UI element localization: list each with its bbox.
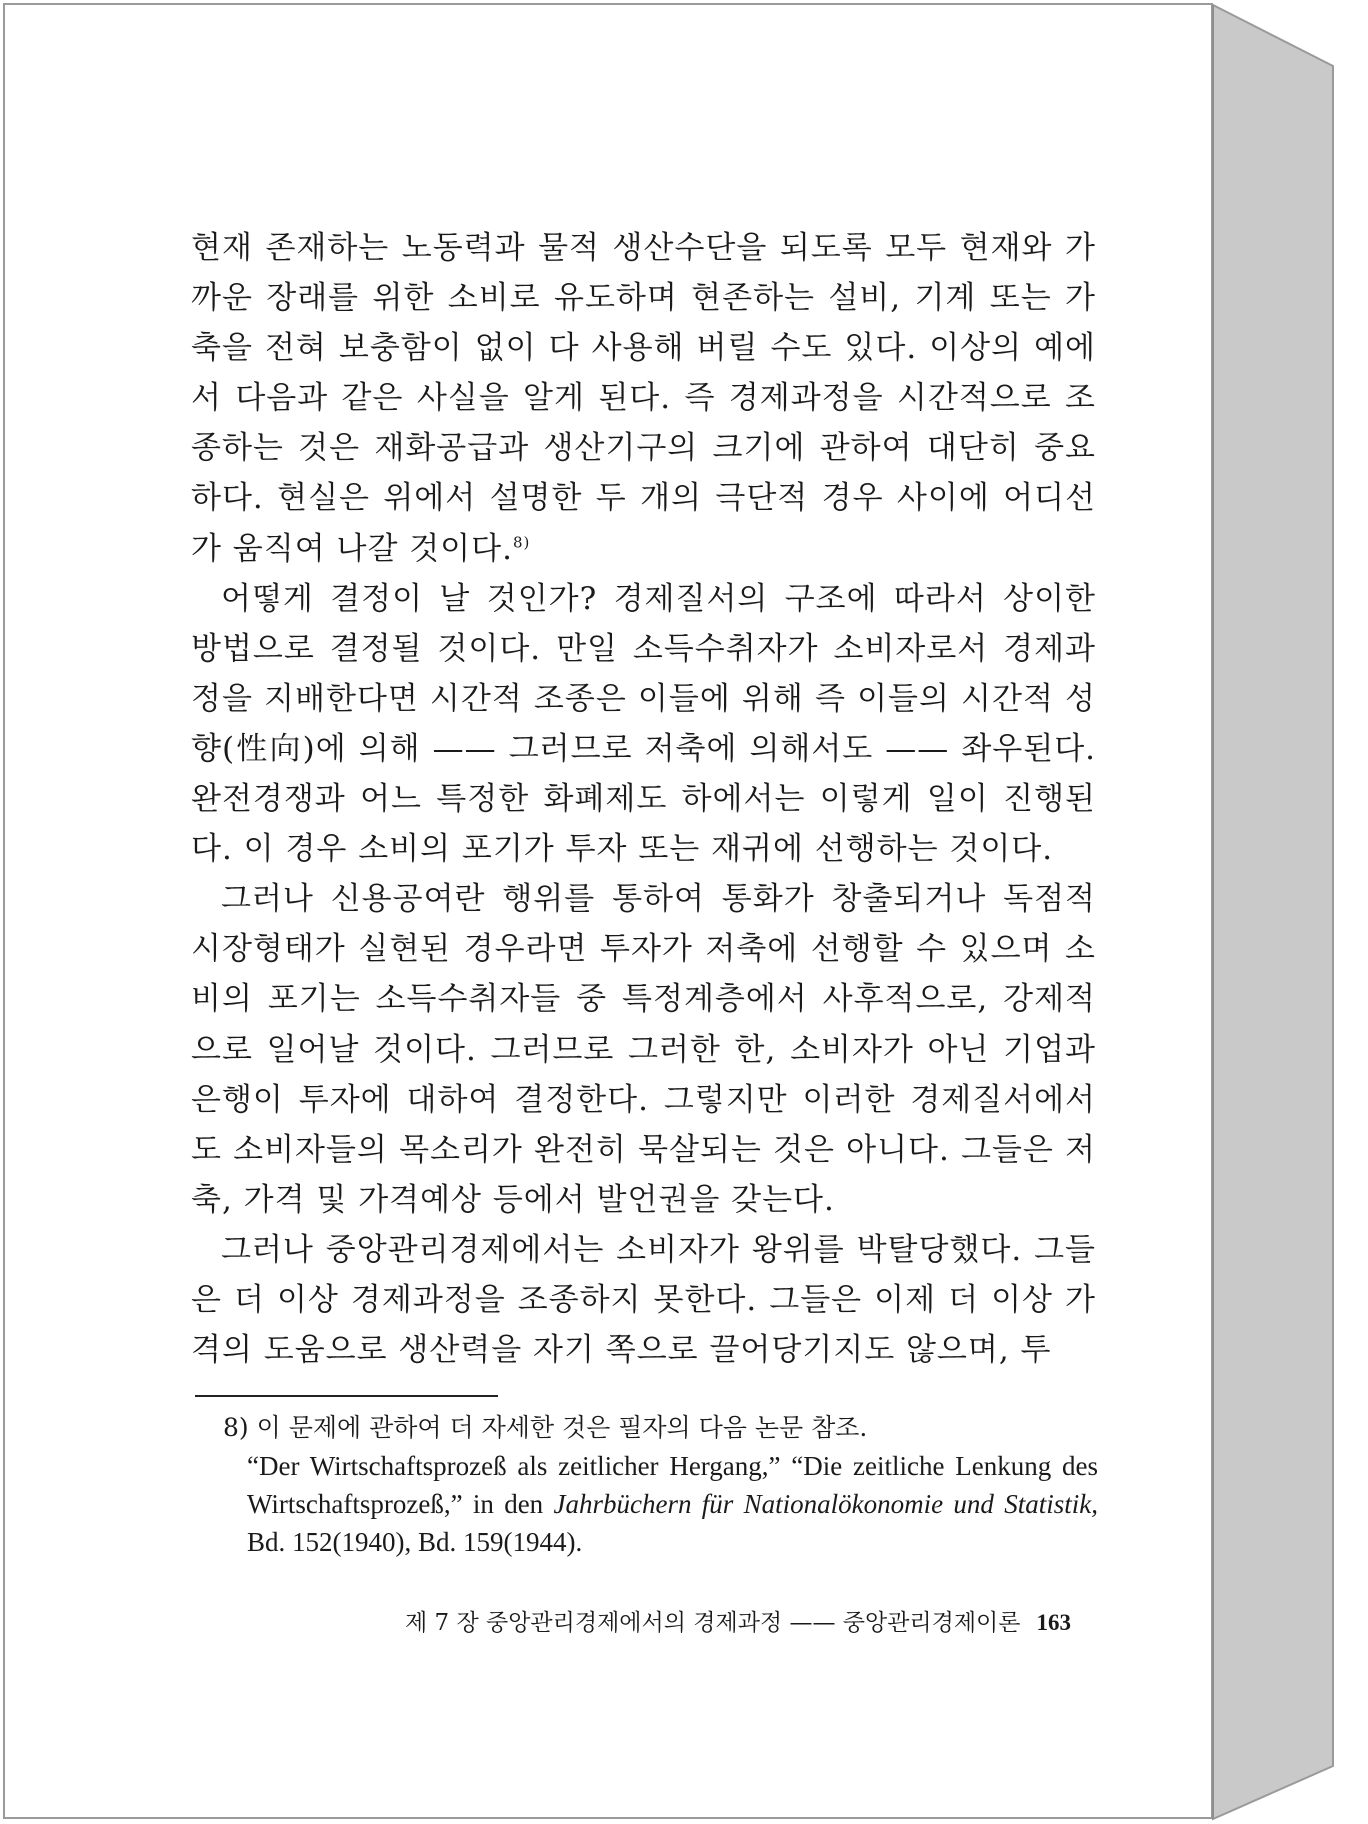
- paragraph-3: 그러나 신용공여란 행위를 통하여 통화가 창출되거나 독점적 시장형태가 실현된 경우라면 투자가 저축에 선행할 수 있으며 소비의 포기는 소득수취자들 중 특정계층에서 사후적으로, 강제적으로 일어날 것이다. 그러므로 그러한 한, 소비자가 아닌 기업과 은행이 투자에 대하여 결정한다. 그렇지만 이러한 경제질서에서도 소비자들의 목소리가 완전히 묵살되는 것은 아니다. 그들은 저축, 가격 및 가격예상 등에서 발언권을 갖는다.: [191, 881, 1096, 1218]
- paragraph-2: 어떻게 결정이 날 것인가? 경제질서의 구조에 따라서 상이한 방법으로 결정될 것이다. 만일 소득수취자가 소비자로서 경제과정을 지배한다면 시간적 조종은 이들에 위해 즉 이들의 시간적 성향(性向)에 의해 —— 그러므로 저축에 의해서도 —— 좌우된다. 완전경쟁과 어느 특정한 화폐제도 하에서는 이렇게 일이 진행된다. 이 경우 소비의 포기가 투자 또는 재귀에 선행하는 것이다.: [191, 580, 1096, 868]
- page-number: 163: [1036, 1610, 1071, 1635]
- footnote-ref: 8): [512, 533, 531, 552]
- citation-volumes: Bd. 152(1940), Bd. 159(1944).: [247, 1527, 583, 1557]
- chapter-title: 제 7 장 중앙관리경제에서의 경제과정 —— 중앙관리경제이론: [404, 1610, 1021, 1636]
- paragraph-1-text: 현재 존재하는 노동력과 물적 생산수단을 되도록 모두 현재와 가까운 장래를 위한 소비로 유도하며 현존하는 설비, 기계 또는 가축을 전혀 보충함이 없이 다 사용해 버릴 수도 있다. 이상의 예에서 다음과 같은 사실을 알게 된다. 즉 경제과정을 시간적으로 조종하는 것은 재화공급과 생산기구의 크기에 관하여 대단히 중요하다. 현실은 위에서 설명한 두 개의 극단적 경우 사이에 어디선가 움직여 나갈 것이다.: [191, 230, 1096, 567]
- citation-journal: Jahrbüchern für Nationalökonomie und Statistik,: [553, 1489, 1098, 1519]
- footnote-line: 8) 이 문제에 관하여 더 자세한 것은 필자의 다음 논문 참조.: [223, 1413, 868, 1442]
- paragraph-4: 그러나 중앙관리경제에서는 소비자가 왕위를 박탈당했다. 그들은 더 이상 경제과정을 조종하지 못한다. 그들은 이제 더 이상 가격의 도움으로 생산력을 자기 쪽으로 끌어당기지도 않으며, 투: [191, 1231, 1096, 1369]
- citation-titles: “Der Wirtschaftsprozeß als zeitlicher Hergang,” “Die zeitliche Lenkung des Wirtschaftsprozeß,” in den: [247, 1451, 1098, 1519]
